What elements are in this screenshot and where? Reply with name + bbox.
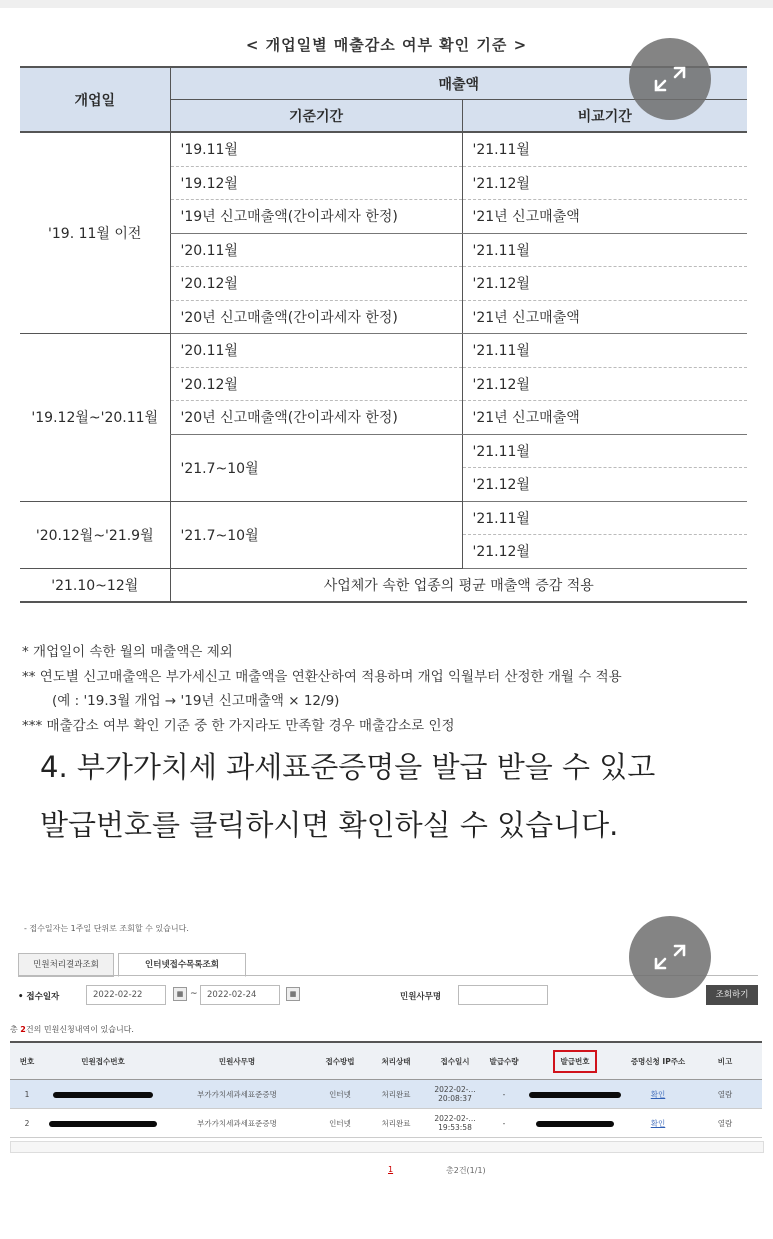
instruction-line: 발급번호를 클릭하시면 확인하실 수 있습니다.	[40, 808, 619, 842]
view-link[interactable]: 열람	[688, 1080, 762, 1109]
issue-number-link[interactable]	[522, 1109, 628, 1138]
affair-input[interactable]	[458, 985, 548, 1005]
horizontal-scrollbar[interactable]	[10, 1141, 764, 1153]
count-number: 2	[20, 1025, 26, 1034]
criteria-figure[interactable]	[0, 30, 773, 734]
compare-cell: '21.11월	[462, 434, 747, 468]
compare-cell: '21년 신고매출액	[462, 401, 747, 435]
page-total: 총2건(1/1)	[446, 1166, 486, 1175]
cell-status: 처리완료	[368, 1109, 424, 1138]
civil-list-figure[interactable]	[10, 903, 762, 1175]
merged-cell: 사업체가 속한 업종의 평균 매출액 증감 적용	[170, 568, 747, 602]
open-date-cell: '19. 11월 이전	[20, 132, 170, 334]
compare-cell: '21.12월	[462, 367, 747, 401]
col-header: 민원사무명	[162, 1042, 312, 1080]
base-cell: '21.7~10월	[170, 434, 462, 501]
header-sales: 매출액	[170, 67, 747, 100]
page-link[interactable]: 1	[388, 1165, 394, 1174]
compare-cell: '21.11월	[462, 233, 747, 267]
compare-cell: '21.12월	[462, 535, 747, 569]
table-row[interactable]	[10, 1109, 762, 1138]
open-date-cell: '20.12월~'21.9월	[20, 501, 170, 568]
instruction-text	[40, 738, 655, 854]
footnote: * 개업일이 속한 월의 매출액은 제외	[22, 644, 233, 660]
redaction	[53, 1092, 153, 1098]
date-label: • 접수일자	[18, 992, 60, 1002]
header-base-period: 기준기간	[170, 100, 462, 133]
col-header: 발급수량	[486, 1042, 522, 1080]
footnote: ** 연도별 신고매출액은 부가세신고 매출액을 연환산하여 적용하며 개업 익월부터 산정한 개월 수 적용	[22, 668, 622, 685]
cell-affair: 부가가치세과세표준증명	[162, 1080, 312, 1109]
col-header: 접수방법	[312, 1042, 368, 1080]
result-count: 총 2건의 민원신청내역이 있습니다.	[10, 1025, 134, 1034]
header-open-date: 개업일	[20, 67, 170, 132]
figure-title: < 개업일별 매출감소 여부 확인 기준 >	[245, 36, 528, 54]
tab-internet-list[interactable]: 인터넷접수목록조회	[118, 953, 246, 977]
footnote: (예 : '19.3월 개업 → '19년 신고매출액 × 12/9)	[52, 693, 340, 709]
open-date-cell: '21.10~12월	[20, 568, 170, 602]
instruction-line: 4. 부가가치세 과세표준증명을 발급 받을 수 있고	[40, 750, 656, 784]
open-date-cell: '19.12월~'20.11월	[20, 334, 170, 502]
col-header: 번호	[10, 1042, 44, 1080]
notice-text: - 접수일자는 1주일 단위로 조회할 수 있습니다.	[24, 924, 189, 933]
header-compare-period: 비교기간	[462, 100, 747, 133]
search-button[interactable]: 조회하기	[706, 985, 758, 1005]
compare-cell: '21.12월	[462, 166, 747, 200]
calendar-icon[interactable]: ▦	[173, 987, 187, 1001]
compare-cell: '21.12월	[462, 468, 747, 502]
redaction	[49, 1121, 157, 1127]
issue-number-link[interactable]	[522, 1080, 628, 1109]
cell-method: 인터넷	[312, 1080, 368, 1109]
col-header: 비고	[688, 1042, 762, 1080]
base-cell: '19년 신고매출액(간이과세자 한정)	[170, 200, 462, 234]
criteria-table	[20, 66, 747, 603]
base-cell: '20년 신고매출액(간이과세자 한정)	[170, 300, 462, 334]
base-cell: '20.11월	[170, 233, 462, 267]
maximize-button[interactable]	[629, 38, 711, 120]
footnote: *** 매출감소 여부 확인 기준 중 한 가지라도 만족할 경우 매출감소로 인정	[22, 717, 455, 734]
col-header: 민원접수번호	[44, 1042, 162, 1080]
base-cell: '21.7~10월	[170, 501, 462, 568]
table-row[interactable]	[10, 1080, 762, 1109]
cell-date: 2022-02-... 20:08:37	[424, 1080, 486, 1109]
cell-receipt-number	[44, 1109, 162, 1138]
highlight-box: 발급번호	[553, 1050, 598, 1073]
cell-affair: 부가가치세과세표준증명	[162, 1109, 312, 1138]
compare-cell: '21.11월	[462, 132, 747, 166]
maximize-icon	[629, 38, 711, 120]
cell-qty: -	[486, 1080, 522, 1109]
civil-table	[10, 1041, 762, 1138]
base-cell: '20.12월	[170, 267, 462, 301]
calendar-icon[interactable]: ▦	[286, 987, 300, 1001]
col-header: 접수일시	[424, 1042, 486, 1080]
col-header: 처리상태	[368, 1042, 424, 1080]
affair-label: 민원사무명	[400, 992, 442, 1002]
date-from-input[interactable]: 2022-02-22	[86, 985, 166, 1005]
tab-result[interactable]: 민원처리결과조회	[18, 953, 114, 977]
maximize-icon	[629, 916, 711, 998]
cell-date: 2022-02-... 19:53:58	[424, 1109, 486, 1138]
base-cell: '20.11월	[170, 334, 462, 368]
cell-no: 1	[10, 1080, 44, 1109]
redaction	[536, 1121, 614, 1127]
compare-cell: '21.11월	[462, 501, 747, 535]
date-to-input[interactable]: 2022-02-24	[200, 985, 280, 1005]
compare-cell: '21년 신고매출액	[462, 200, 747, 234]
cell-status: 처리완료	[368, 1080, 424, 1109]
base-cell: '20년 신고매출액(간이과세자 한정)	[170, 401, 462, 435]
ip-link[interactable]: 확인	[628, 1080, 688, 1109]
col-header: 증명신청 IP주소	[628, 1042, 688, 1080]
ip-link[interactable]: 확인	[628, 1109, 688, 1138]
cell-qty: -	[486, 1109, 522, 1138]
top-divider	[0, 0, 773, 8]
cell-receipt-number	[44, 1080, 162, 1109]
compare-cell: '21년 신고매출액	[462, 300, 747, 334]
base-cell: '19.11월	[170, 132, 462, 166]
compare-cell: '21.12월	[462, 267, 747, 301]
maximize-button[interactable]	[629, 916, 711, 998]
footnotes	[22, 640, 622, 738]
compare-cell: '21.11월	[462, 334, 747, 368]
cell-no: 2	[10, 1109, 44, 1138]
view-link[interactable]: 열람	[688, 1109, 762, 1138]
range-separator: ~	[190, 989, 198, 999]
base-cell: '20.12월	[170, 367, 462, 401]
col-header-issue-number	[522, 1042, 628, 1080]
base-cell: '19.12월	[170, 166, 462, 200]
cell-method: 인터넷	[312, 1109, 368, 1138]
redaction	[529, 1092, 621, 1098]
